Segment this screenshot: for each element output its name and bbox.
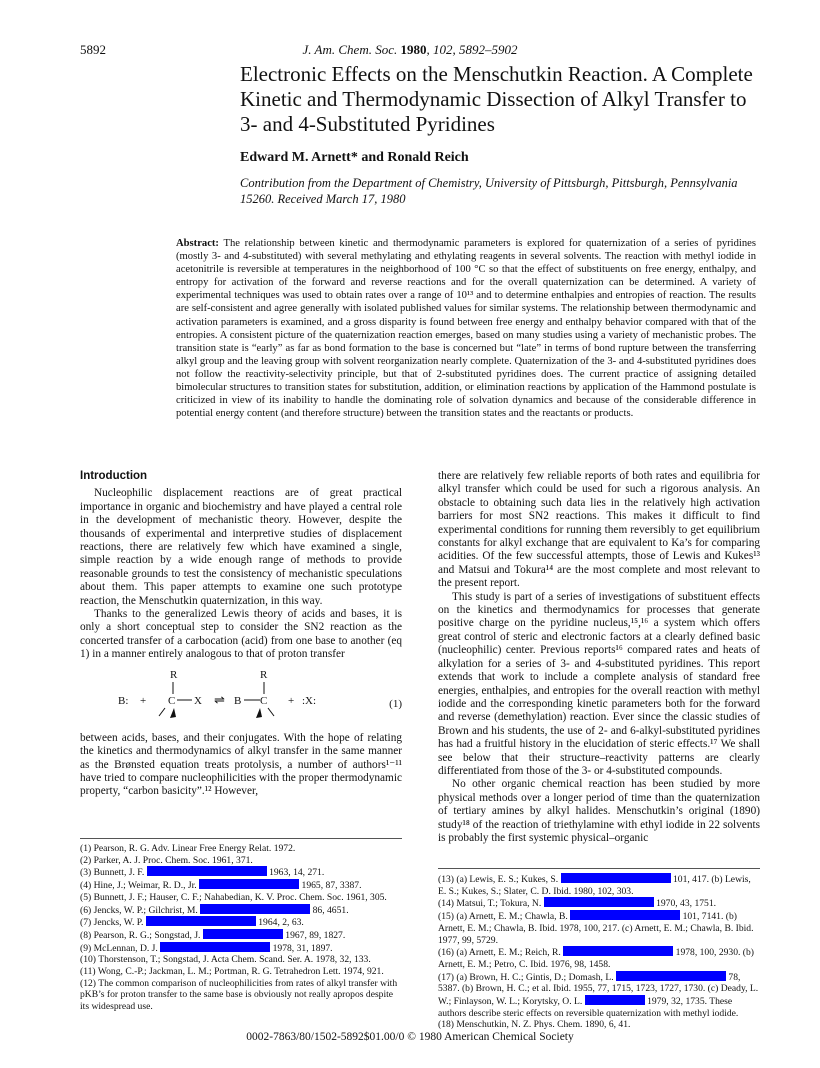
- footnote: (16) (a) Arnett, E. M.; Reich, R. 1978, 100, 2930. (b) Arnett, E. M.; Petro, C. Ibid. 1976, 98, 1458.: [438, 947, 754, 970]
- left-column: [80, 470, 402, 799]
- footnote: (5) Bunnett, J. F.; Hauser, C. F.; Nahabedian, K. V. Proc. Chem. Soc. 1961, 305.: [80, 891, 387, 903]
- redaction-box: [203, 929, 283, 939]
- journal-reference: J. Am. Chem. Soc. 1980, 102, 5892–5902: [302, 42, 518, 57]
- footnote: (12) The common comparison of nucleophilicities from rates of alkyl transfer with pKB’s for proton transfer to the same base is obviously not really apropos despite its widespread use.: [80, 977, 398, 1013]
- abstract-text: The relationship between kinetic and thermodynamic parameters is explored for quaternization of a series of pyridines (mostly 3- and 4-substituted) with several methylating and ethylating reagents in several solvents. The reaction with methyl iodide in acetonitrile is reversible at temperatures in the neighborhood of 100 °C so that the effect of substituents on free energy, enthalpy, and entropy for activation of the forward and reverse reactions and for the overall quaternization can be determined. A variety of experimental techniques was used to obtain rates over a range of 10¹³ and to determine enthalpies and entropies of reaction. The results are self-consistent and agree generally with isolated published values for similar systems. The relationship between thermodynamic and activation parameters is examined, and a gross disparity is found between free energy and enthalpy behavior compared with that of the entropies. A consistent picture of the quaternization reaction emerges, based on many studies using a variety of mechanistic probes. The transition state is “early” as far as bond formation to the base is concerned but “late” in terms of bond rupture between the transferring alkyl group and the leaving group with solvent reorganization nearly complete. Quaternization of the 3- and 4-substituted pyridines does not follow the reactivity-selectivity principle, but that of 2-substituted pyridines does. The current practice of assigning detailed bimolecular structures to transition states for substitution, addition, or elimination reactions by application of the Hammond postulate is criticized in view of its inability to handle the dominating role of solvation dynamics and because of the considerable difference in potential energy content (and therefore structure) between the transition states and the reactants or products.: [176, 238, 756, 420]
- paragraph: This study is part of a series of investigations of substituent effects on the kinetics and thermodynamics for processes that generate positive charge on the pyridine nucleus,¹⁵,¹⁶ a system which offers great control of steric and electronic factors at a clearly defined basic (nucleophilic) center. Previous reports¹⁶ compared rates and heats of alkylation for a series of 3- and 4-substituted pyridines. This report extends that work to include a complete analysis of standard free energies, enthalpies, and entropies for the overall reaction with methyl iodide and the corresponding kinetic parameters both for the forward and reverse (demethylation) reaction. Ever since the classic studies of Brown and his students, the use of 2- and 6-alkyl-substituted pyridines has had a fruitful history in the elucidation of steric effects.¹⁷ We shall see below that their structure–reactivity patterns are clearly differentiated from those of the 3- or 4-substituted compounds.: [438, 590, 760, 777]
- redaction-box: [147, 866, 267, 876]
- footnotes-left: [80, 838, 402, 1013]
- footnote: (1) Pearson, R. G. Adv. Linear Free Energy Relat. 1972.: [80, 843, 296, 854]
- footnotes-right: [438, 868, 760, 1031]
- eq-arrow: ⇌: [214, 691, 225, 707]
- footnote: (13) (a) Lewis, E. S.; Kukes, S. 101, 417. (b) Lewis, E. S.; Kukes, S.; Slater, C. D. Ibid. 1980, 102, 303.: [438, 874, 751, 897]
- abstract-label: Abstract:: [176, 238, 219, 249]
- redaction-box: [544, 897, 654, 907]
- right-column: [438, 470, 760, 845]
- redaction-box: [199, 879, 299, 889]
- redaction-box: [200, 904, 310, 914]
- eq-r-2: R: [260, 668, 268, 681]
- redaction-box: [585, 995, 645, 1005]
- redaction-box: [160, 942, 270, 952]
- article-authors: Edward M. Arnett* and Ronald Reich: [240, 150, 469, 165]
- eq-r: R: [170, 668, 178, 681]
- redaction-box: [146, 916, 256, 926]
- footnote: (11) Wong, C.-P.; Jackman, L. M.; Portman, R. G. Tetrahedron Lett. 1974, 921.: [80, 966, 384, 978]
- eq-c: C: [168, 694, 176, 707]
- eq-base-2: B: [234, 694, 242, 707]
- equation-number: (1): [389, 697, 402, 710]
- article-title: Electronic Effects on the Menschutkin Reaction. A Complete Kinetic and Thermodynamic Dissection of Alkyl Transfer to 3- and 4-Substituted Pyridines: [240, 62, 753, 136]
- paragraph: Thanks to the generalized Lewis theory of acids and bases, it is only a short conceptual step to consider the SN2 reaction as the concerted transfer of a carbocation (acid) from one base to another (eq 1) in a manner entirely analogous to that of proton transfer: [80, 608, 402, 661]
- eq-plus: +: [140, 694, 147, 707]
- redaction-box: [570, 910, 680, 920]
- footnote: (17) (a) Brown, H. C.; Gintis, D.; Domash, L. 78, 5387. (b) Brown, H. C.; et al. Ibid. 1955, 77, 1715, 1723, 1727, 1730. (c) Deady, L. W.; Finlayson, W. L.; Korytsky, O. L. 1979, 32, 1735. These authors describe steric effects on reversible quaternization with methyl iodide.: [438, 971, 759, 1019]
- paragraph: between acids, bases, and their conjugates. With the hope of relating the kinetics and thermodynamics of alkyl transfer in the same manner as the Brønsted equation treats protolysis, a number of authors¹⁻¹¹ have tried to compare nucleophilicities with the proper thermodynamic property, “carbon basicity”.¹² However,: [80, 731, 402, 798]
- eq-x-ion: :X:: [302, 694, 317, 707]
- redaction-box: [616, 971, 726, 981]
- eq-x: X: [194, 694, 202, 707]
- footnote: (7) Jencks, W. P. 1964, 2, 63.: [80, 917, 304, 929]
- paragraph: there are relatively few reliable reports of both rates and equilibria for alkyl transfer which could be used for such a rigorous analysis. An obstacle to obtaining such data lies in the relatively high activation barriers for most SN2 reactions. This makes it difficult to find experimental conditions for running them reversibly to get equilibrium constants for alkyl exchange that are equivalent to Ka’s for comparing acidities. Of the few successful attempts, those of Lewis and Kukes¹³ and Matsui and Tokura¹⁴ are the most complete and most relevant to the present report.: [438, 470, 760, 590]
- equation-1: [80, 668, 402, 730]
- redaction-box: [561, 873, 671, 883]
- paragraph: Nucleophilic displacement reactions are of great practical importance in organic and biochemistry and have played a central role in the development of mechanistic theory. However, despite the thousands of experimental and interpretive studies of displacement reactions, there are relatively few which have examined a single, simple reaction by a wide enough range of methods to provide reasonable grounds to test the consistency of mechanistic speculations about them. This paper attempts to examine one such prototype reaction, the Menschutkin quaternization, in this way.: [80, 487, 402, 607]
- footnote: (14) Matsui, T.; Tokura, N. 1970, 43, 1751.: [438, 898, 717, 910]
- footnote: (9) McLennan, D. J. 1978, 31, 1897.: [80, 942, 333, 954]
- page-number: 5892: [80, 42, 106, 57]
- reaction-scheme: [110, 668, 360, 730]
- footnote: (15) (a) Arnett, E. M.; Chawla, B. 101, 7141. (b) Arnett, E. M.; Chawla, B. Ibid. 1978, 100, 217. (c) Arnett, E. M.; Chawla, B. Ibid. 1977, 99, 5729.: [438, 911, 754, 946]
- footnote: (18) Menschutkin, N. Z. Phys. Chem. 1890, 6, 41.: [438, 1019, 631, 1031]
- footnote: (3) Bunnett, J. F. 1963, 14, 271.: [80, 867, 325, 879]
- paragraph: No other organic chemical reaction has been studied by more physical methods over a longer period of time than the quaternization of tertiary amines by alkyl halides. Menschutkin’s original (1890) study¹⁸ of the reaction of triethylamine with ethyl iodide in 22 solvents is probably the first systemic physical–organic: [438, 778, 760, 844]
- page-footer: 0002-7863/80/1502-5892$01.00/0 © 1980 American Chemical Society: [246, 1031, 574, 1043]
- footnote: (6) Jencks, W. P.; Gilchrist, M. 86, 4651.: [80, 904, 349, 916]
- redaction-box: [563, 946, 673, 956]
- eq-plus-2: +: [288, 694, 295, 707]
- introduction-heading: Introduction: [80, 470, 148, 482]
- eq-base: B:: [118, 694, 129, 707]
- affiliation: Contribution from the Department of Chemistry, University of Pittsburgh, Pittsburgh, Pennsylvania 15260. Received March 17, 1980: [240, 176, 738, 206]
- footnote: (8) Pearson, R. G.; Songstad, J. 1967, 89, 1827.: [80, 929, 346, 941]
- footnote: (10) Thorstenson, T.; Songstad, J. Acta Chem. Scand. Ser. A. 1978, 32, 133.: [80, 954, 371, 966]
- footnote: (4) Hine, J.; Weimar, R. D., Jr. 1965, 87, 3387.: [80, 880, 362, 892]
- eq-c-2: C: [260, 694, 268, 707]
- footnote: (2) Parker, A. J. Proc. Chem. Soc. 1961, 371.: [80, 854, 253, 866]
- abstract: [176, 237, 756, 420]
